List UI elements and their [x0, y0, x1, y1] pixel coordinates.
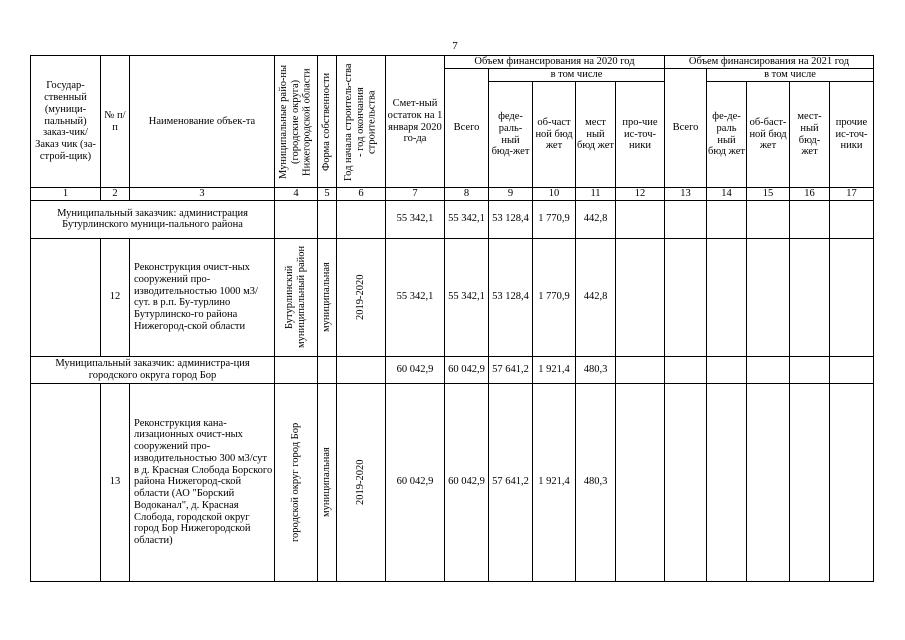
column-number: 6: [337, 188, 386, 201]
regional-2020-value: 1 770,9: [533, 238, 576, 356]
object-name: Реконструкция кана-лизационных очист-ных сооружений про-изводительностью 300 м3/сут в д. Красная Слобода Борского района Нижегород-ской области (АО "Борский Водоканал", д. Красная Слобода, городской округ город Бор Нижегородской области): [130, 383, 275, 581]
header-district: Муниципальные райо-ны (городские округа) Нижегородской области: [275, 56, 318, 188]
estimate-value: 55 342,1: [386, 200, 445, 238]
local-2020-value: 480,3: [576, 383, 616, 581]
header-total-2021: Всего: [665, 69, 707, 188]
investment-table: [30, 55, 874, 582]
row-number: 13: [101, 383, 130, 581]
regional-2020-value: 1 770,9: [533, 200, 576, 238]
header-years: Год начала строитель-ства - год окончания строительства: [337, 56, 386, 188]
header-local-2021: мест-ный бюд-жет: [790, 82, 830, 188]
regional-2020-value: 1 921,4: [533, 383, 576, 581]
header-other-2020: про-чие ис-точ-ники: [616, 82, 665, 188]
ownership-cell: муниципальная: [318, 383, 337, 581]
table-row: [31, 238, 874, 356]
column-number: 12: [616, 188, 665, 201]
header-federal-2020: феде-раль-ный бюд-жет: [489, 82, 533, 188]
district-cell: Бутурлинский муниципальный район: [275, 238, 318, 356]
header-financing-2020: Объем финансирования на 2020 год: [445, 56, 665, 69]
local-2020-value: 480,3: [576, 356, 616, 383]
federal-2020-value: 57 641,2: [489, 383, 533, 581]
header-customer: Государ-ственный (муници-пальный) заказ-чик/Заказ чик (за-строй-щик): [31, 56, 101, 188]
table-row: [31, 356, 874, 383]
header-total-2020: Всего: [445, 69, 489, 188]
header-regional-2021: об-баст-ной бюд жет: [747, 82, 790, 188]
column-number: 16: [790, 188, 830, 201]
regional-2020-value: 1 921,4: [533, 356, 576, 383]
federal-2020-value: 53 128,4: [489, 200, 533, 238]
header-ownership: Форма собственности: [318, 56, 337, 188]
customer-label: Муниципальный заказчик: администра-ция городского округа город Бор: [31, 356, 275, 383]
column-number: 8: [445, 188, 489, 201]
federal-2020-value: 53 128,4: [489, 238, 533, 356]
header-number: № п/п: [101, 56, 130, 188]
total-2020-value: 55 342,1: [445, 238, 489, 356]
column-number: 10: [533, 188, 576, 201]
customer-label: Муниципальный заказчик: администрация Бутурлинского муници-пального района: [31, 200, 275, 238]
estimate-value: 55 342,1: [386, 238, 445, 356]
column-number: 4: [275, 188, 318, 201]
local-2020-value: 442,8: [576, 200, 616, 238]
column-number-row: [31, 188, 874, 201]
header-including-2020: в том числе: [489, 69, 665, 82]
column-number: 7: [386, 188, 445, 201]
table-row: [31, 200, 874, 238]
header-federal-2021: фе-де-раль ный бюд жет: [707, 82, 747, 188]
column-number: 2: [101, 188, 130, 201]
header-local-2020: мест ный бюд жет: [576, 82, 616, 188]
column-number: 5: [318, 188, 337, 201]
local-2020-value: 442,8: [576, 238, 616, 356]
row-number: 12: [101, 238, 130, 356]
district-cell: городской округ город Бор: [275, 383, 318, 581]
years-cell: 2019-2020: [337, 383, 386, 581]
header-financing-2021: Объем финансирования на 2021 год: [665, 56, 874, 69]
ownership-cell: муниципальная: [318, 238, 337, 356]
column-number: 3: [130, 188, 275, 201]
header-other-2021: прочие ис-точ-ники: [830, 82, 874, 188]
header-estimate: Смет-ный остаток на 1 января 2020 го-да: [386, 56, 445, 188]
years-cell: 2019-2020: [337, 238, 386, 356]
column-number: 9: [489, 188, 533, 201]
table-row: [31, 383, 874, 581]
estimate-value: 60 042,9: [386, 383, 445, 581]
federal-2020-value: 57 641,2: [489, 356, 533, 383]
total-2020-value: 55 342,1: [445, 200, 489, 238]
estimate-value: 60 042,9: [386, 356, 445, 383]
object-name: Реконструкция очист-ных сооружений про-изводительностью 1000 м3/сут. в р.п. Бу-турлино Бутурлинско-го района Нижегород-ской области: [130, 238, 275, 356]
column-number: 1: [31, 188, 101, 201]
column-number: 13: [665, 188, 707, 201]
column-number: 14: [707, 188, 747, 201]
header-regional-2020: об-част ной бюд жет: [533, 82, 576, 188]
total-2020-value: 60 042,9: [445, 383, 489, 581]
header-including-2021: в том числе: [707, 69, 874, 82]
column-number: 15: [747, 188, 790, 201]
total-2020-value: 60 042,9: [445, 356, 489, 383]
column-number: 17: [830, 188, 874, 201]
page-number: 7: [452, 40, 458, 52]
column-number: 11: [576, 188, 616, 201]
header-object-name: Наименование объек-та: [130, 56, 275, 188]
